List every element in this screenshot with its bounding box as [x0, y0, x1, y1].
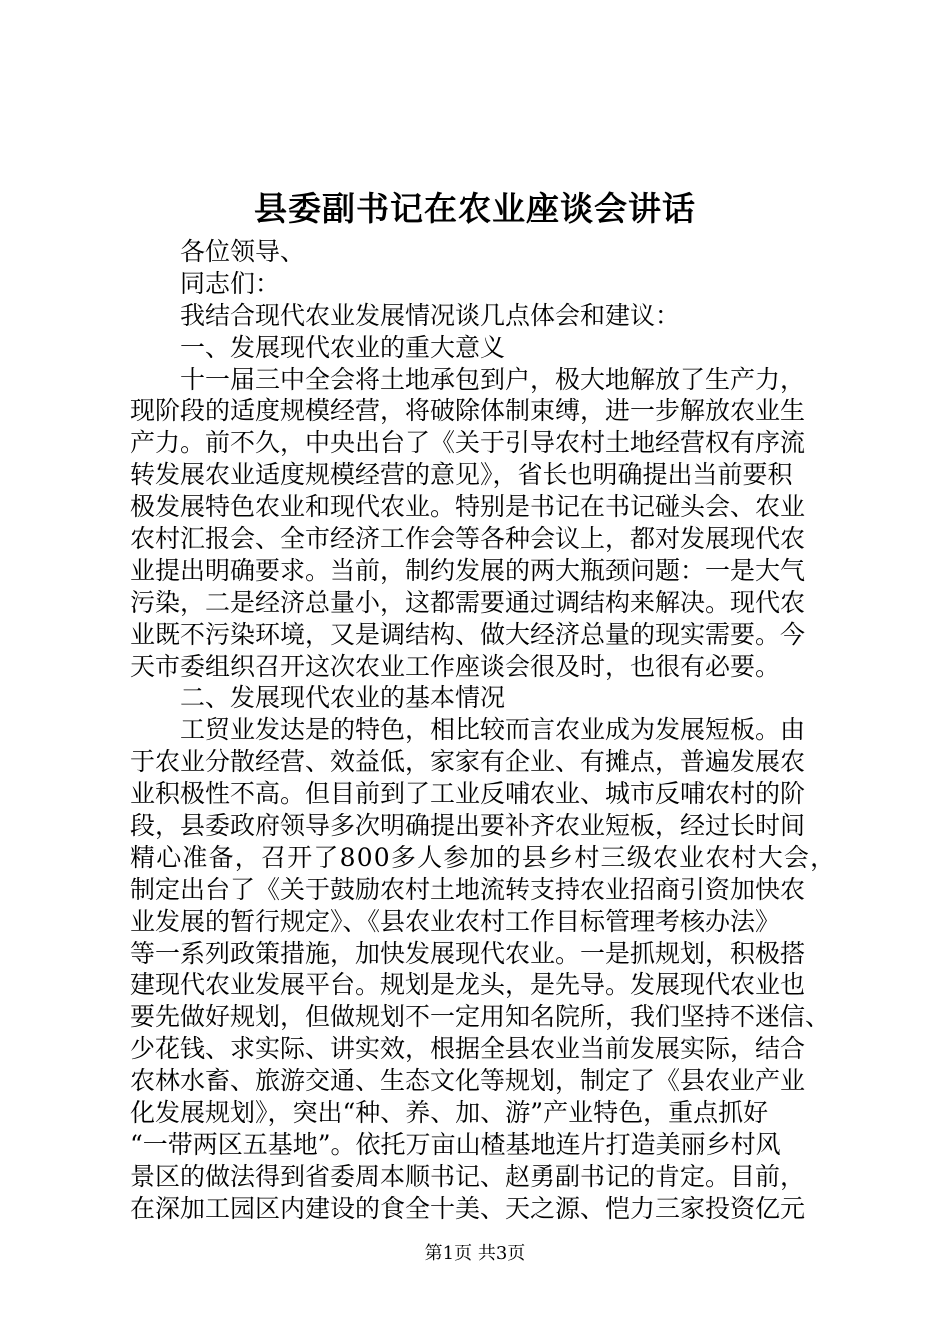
- text-line: 制定出台了《关于鼓励农村土地流转支持农业招商引资加快农: [130, 874, 806, 904]
- text-line: 业既不污染环境，又是调结构、做大经济总量的现实需要。今: [130, 619, 806, 649]
- text-line: 农林水畜、旅游交通、生态文化等规划，制定了《县农业产业: [130, 1066, 806, 1096]
- text-line: 现阶段的适度规模经营，将破除体制束缚，进一步解放农业生: [130, 396, 806, 426]
- text-line: 业积极性不高。但目前到了工业反哺农业、城市反哺农村的阶: [130, 779, 806, 809]
- text-line: 在深加工园区内建设的食全十美、天之源、恺力三家投资亿元: [130, 1193, 806, 1223]
- text-line: 转发展农业适度规模经营的意见》，省长也明确提出当前要积: [130, 460, 793, 490]
- text-line: 业提出明确要求。当前，制约发展的两大瓶颈问题：一是大气: [130, 555, 806, 585]
- text-line: “一带两区五基地”。依托万亩山楂基地连片打造美丽乡村风: [130, 1129, 781, 1159]
- section-heading: 一、发展现代农业的重大意义: [180, 332, 506, 362]
- text-line: 污染，二是经济总量小，这都需要通过调结构来解决。现代农: [130, 587, 806, 617]
- text-line: 要先做好规划，但做规划不一定用知名院所，我们坚持不迷信、: [130, 1002, 831, 1032]
- document-title: 县委副书记在农业座谈会讲话: [254, 189, 696, 228]
- text-line: 精心准备，召开了800多人参加的县乡村三级农业农村大会，: [130, 842, 837, 872]
- document-body: [130, 236, 837, 1225]
- page-footer: 第1页 共3页: [424, 1243, 526, 1264]
- text-line: 十一届三中全会将土地承包到户，极大地解放了生产力，: [180, 364, 806, 394]
- text-line: 极发展特色农业和现代农业。特别是书记在书记碰头会、农业: [130, 492, 806, 522]
- text-line: 产力。前不久，中央出台了《关于引导农村土地经营权有序流: [130, 428, 806, 458]
- text-line: 景区的做法得到省委周本顺书记、赵勇副书记的肯定。目前，: [130, 1161, 806, 1191]
- text-line: 我结合现代农业发展情况谈几点体会和建议：: [180, 300, 681, 330]
- text-line: 同志们：: [180, 268, 281, 298]
- text-line: 于农业分散经营、效益低，家家有企业、有摊点，普遍发展农: [130, 747, 806, 777]
- text-line: 段，县委政府领导多次明确提出要补齐农业短板，经过长时间: [130, 811, 806, 841]
- text-line: 天市委组织召开这次农业工作座谈会很及时，也很有必要。: [130, 651, 781, 681]
- section-heading: 二、发展现代农业的基本情况: [180, 683, 506, 713]
- text-line: 各位领导、: [180, 237, 306, 266]
- text-line: 农村汇报会、全市经济工作会等各种会议上，都对发展现代农: [130, 524, 806, 554]
- text-line: 建现代农业发展平台。规划是龙头，是先导。发展现代农业也: [130, 970, 806, 1000]
- text-line: 工贸业发达是的特色，相比较而言农业成为发展短板。由: [180, 715, 806, 745]
- text-line: 少花钱、求实际、讲实效，根据全县农业当前发展实际，结合: [130, 1034, 806, 1064]
- text-line: 业发展的暂行规定》、《县农业农村工作目标管理考核办法》: [130, 906, 781, 936]
- text-line: 化发展规划》，突出“种、养、加、游”产业特色，重点抓好: [130, 1098, 769, 1128]
- text-line: 等一系列政策措施，加快发展现代农业。一是抓规划，积极搭: [130, 938, 806, 968]
